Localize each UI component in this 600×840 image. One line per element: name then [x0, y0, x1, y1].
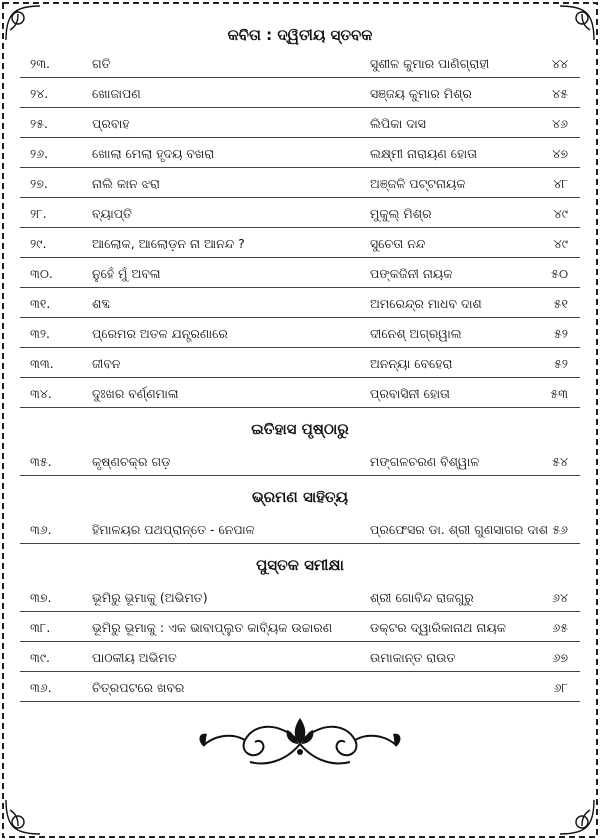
row-number: ୩୭. [30, 590, 52, 605]
row-title: ନୁହେଁ ମୁଁ ଅବଳା [92, 266, 161, 281]
row-page: ୪୮ [553, 176, 568, 191]
row-title: ହିମାଳୟର ପଥପ୍ରାନ୍ତେ - ନେପାଳ [92, 522, 255, 537]
row-page: ୫୪ [552, 454, 568, 469]
section-title-history: ଇତିହାସ ପୃଷ୍ଠାରୁ [251, 420, 349, 438]
table-row[interactable] [20, 228, 580, 258]
table-row[interactable] [20, 672, 580, 702]
row-number: ୨୭. [30, 176, 48, 191]
row-title: ଭୂମିରୁ ଭୂମାକୁ : ଏକ ଭାବାପ୍ଲୁତ କାବ୍ୟିକ ଉଚ୍ଚାରଣ [92, 620, 333, 635]
row-number: ୨୩. [30, 56, 51, 71]
row-number: ୨୬. [30, 146, 49, 161]
row-title: ଆଲୋକ, ଆଲୋଡ଼ନ ନା ଆନନ୍ଦ ? [92, 236, 245, 251]
row-title: ଶବ୍ଦ [92, 296, 111, 311]
row-number: ୩୪. [30, 386, 52, 401]
row-page: ୬୫ [552, 620, 568, 635]
row-page: ୪୭ [552, 146, 568, 161]
table-row[interactable] [20, 78, 580, 108]
table-row[interactable] [20, 108, 580, 138]
row-number: ୩୮. [30, 620, 51, 635]
row-page: ୪୪ [551, 56, 568, 71]
section-title-poetry: କବିତା : ଦ୍ୱିତୀୟ ସ୍ତବକ [227, 26, 373, 44]
row-page: ୫୬ [552, 522, 568, 537]
table-row[interactable] [20, 198, 580, 228]
row-number: ୩୦. [30, 266, 53, 281]
row-page: ୬୭ [552, 650, 568, 665]
table-row[interactable] [20, 514, 580, 544]
row-number: ୨୫. [30, 116, 48, 131]
row-title: ଭୂମିରୁ ଭୂମାକୁ (ଅଭିମତ) [92, 590, 208, 605]
row-author: ଉମାକାନ୍ତ ରାଉତ [370, 650, 456, 665]
row-title: ଦୁଃଖର ବର୍ଣ୍ଣମାଳା [92, 386, 179, 401]
table-row[interactable] [20, 378, 580, 408]
row-title: ଜୀବନ [92, 356, 121, 371]
row-author: ଡକ୍ଟର ଦ୍ୱାରିକାନାଥ ନାୟକ [370, 620, 507, 635]
row-author: ପ୍ରବାସିନୀ ହୋତା [370, 386, 450, 401]
table-row[interactable] [20, 258, 580, 288]
table-row[interactable] [20, 446, 580, 476]
row-title: ଚିତ୍ରପଟରେ ଖବର [92, 680, 185, 695]
row-title: ବ୍ୟାପ୍ତି [92, 206, 132, 221]
row-page: ୬୪ [552, 590, 568, 605]
table-row[interactable] [20, 318, 580, 348]
corner-scroll-bottom-left [6, 800, 40, 834]
row-title: ପ୍ରେମର ଅତଳ ଯନ୍ତ୍ରଣାରେ [92, 326, 228, 341]
row-number: ୨୮. [30, 206, 47, 221]
table-row[interactable] [20, 138, 580, 168]
row-author: ସଞ୍ଜୟ କୁମାର ମିଶ୍ର [370, 86, 472, 101]
row-page: ୪୬ [552, 116, 568, 131]
row-author: ଲିପିକା ଦାସ [370, 116, 426, 131]
row-author: ମୁକୁଲ୍ ମିଶ୍ର [370, 206, 432, 221]
row-number: ୩୬. [30, 522, 52, 537]
row-author: ସୁଚେତା ନନ୍ଦ [370, 236, 426, 251]
row-number: ୩୨. [30, 326, 51, 341]
row-number: ୩୬. [30, 680, 52, 695]
row-page: ୪୯ [553, 206, 568, 221]
table-row[interactable] [20, 48, 580, 78]
row-author: ପ୍ରଫେସର ଡା. ଶ୍ରୀ ଗୁଣସାଗର ଦାଶ [370, 522, 549, 537]
table-row[interactable] [20, 288, 580, 318]
row-author: ଅଞ୍ଜଳି ପଟ୍ଟନାୟକ [370, 176, 466, 191]
table-row[interactable] [20, 612, 580, 642]
row-author: ଦୀନେଶ୍ ଅଗ୍ରୱାଲ [370, 326, 462, 341]
row-title: ଖୋଲା ମେଲା ହୃଦୟ ବଖରା [92, 146, 215, 161]
floral-ornament-icon [195, 712, 405, 772]
table-row[interactable] [20, 582, 580, 612]
section-title-book-review: ପୁସ୍ତକ ସମୀକ୍ଷା [256, 556, 344, 574]
row-page: ୫୨ [553, 326, 568, 341]
corner-scroll-bottom-right [560, 800, 594, 834]
table-row[interactable] [20, 348, 580, 378]
row-author: ଅମରେନ୍ଦ୍ର ମାଧବ ଦାଶ [370, 296, 482, 311]
row-number: ୨୪. [30, 86, 49, 101]
table-of-contents [20, 22, 580, 702]
row-author: ଅନନ୍ୟା ବେହେରା [370, 356, 453, 371]
row-title: ଗତି [92, 56, 111, 71]
row-page: ୫୦ [551, 266, 568, 281]
section-title-travel: ଭ୍ରମଣ ସାହିତ୍ୟ [252, 488, 348, 506]
row-author: ପଙ୍କଜିନୀ ନାୟକ [370, 266, 453, 281]
row-title: କୃଷ୍ଣଚକ୍ର ଗଡ଼ [92, 454, 171, 469]
row-number: ୩୫. [30, 454, 52, 469]
row-page: ୫୧ [553, 296, 568, 311]
row-title: ପାଠକୀୟ ଅଭିମତ [92, 650, 177, 665]
row-author: ଶ୍ରୀ ଗୋବିନ୍ଦ ରାଜଗୁରୁ [370, 590, 474, 605]
row-author: ଲକ୍ଷ୍ମୀ ନାରାୟଣ ହୋତା [370, 146, 478, 161]
row-author: ସୁଶୀଳ କୁମାର ପାଣିଗ୍ରାହୀ [370, 56, 490, 71]
row-title: ପ୍ରବାହ [92, 116, 130, 131]
row-author: ମଙ୍ଗଳଚରଣ ବିଶ୍ୱାଳ [370, 454, 480, 469]
row-number: ୩୧. [30, 296, 51, 311]
row-page: ୫୨ [553, 356, 568, 371]
row-number: ୩୯. [30, 650, 51, 665]
row-title: ନାଲି କାନ ଝରା [92, 176, 160, 191]
row-page: ୪୯ [553, 236, 568, 251]
row-number: ୩୩. [30, 356, 54, 371]
table-row[interactable] [20, 168, 580, 198]
row-page: ୪୫ [552, 86, 568, 101]
row-number: ୨୯. [30, 236, 47, 251]
row-page: ୬୮ [553, 680, 568, 695]
section-rows-poetry [20, 48, 580, 408]
row-page: ୫୩ [550, 386, 568, 401]
row-title: ଖୋଜାପଣ [92, 86, 141, 101]
table-row[interactable] [20, 642, 580, 672]
